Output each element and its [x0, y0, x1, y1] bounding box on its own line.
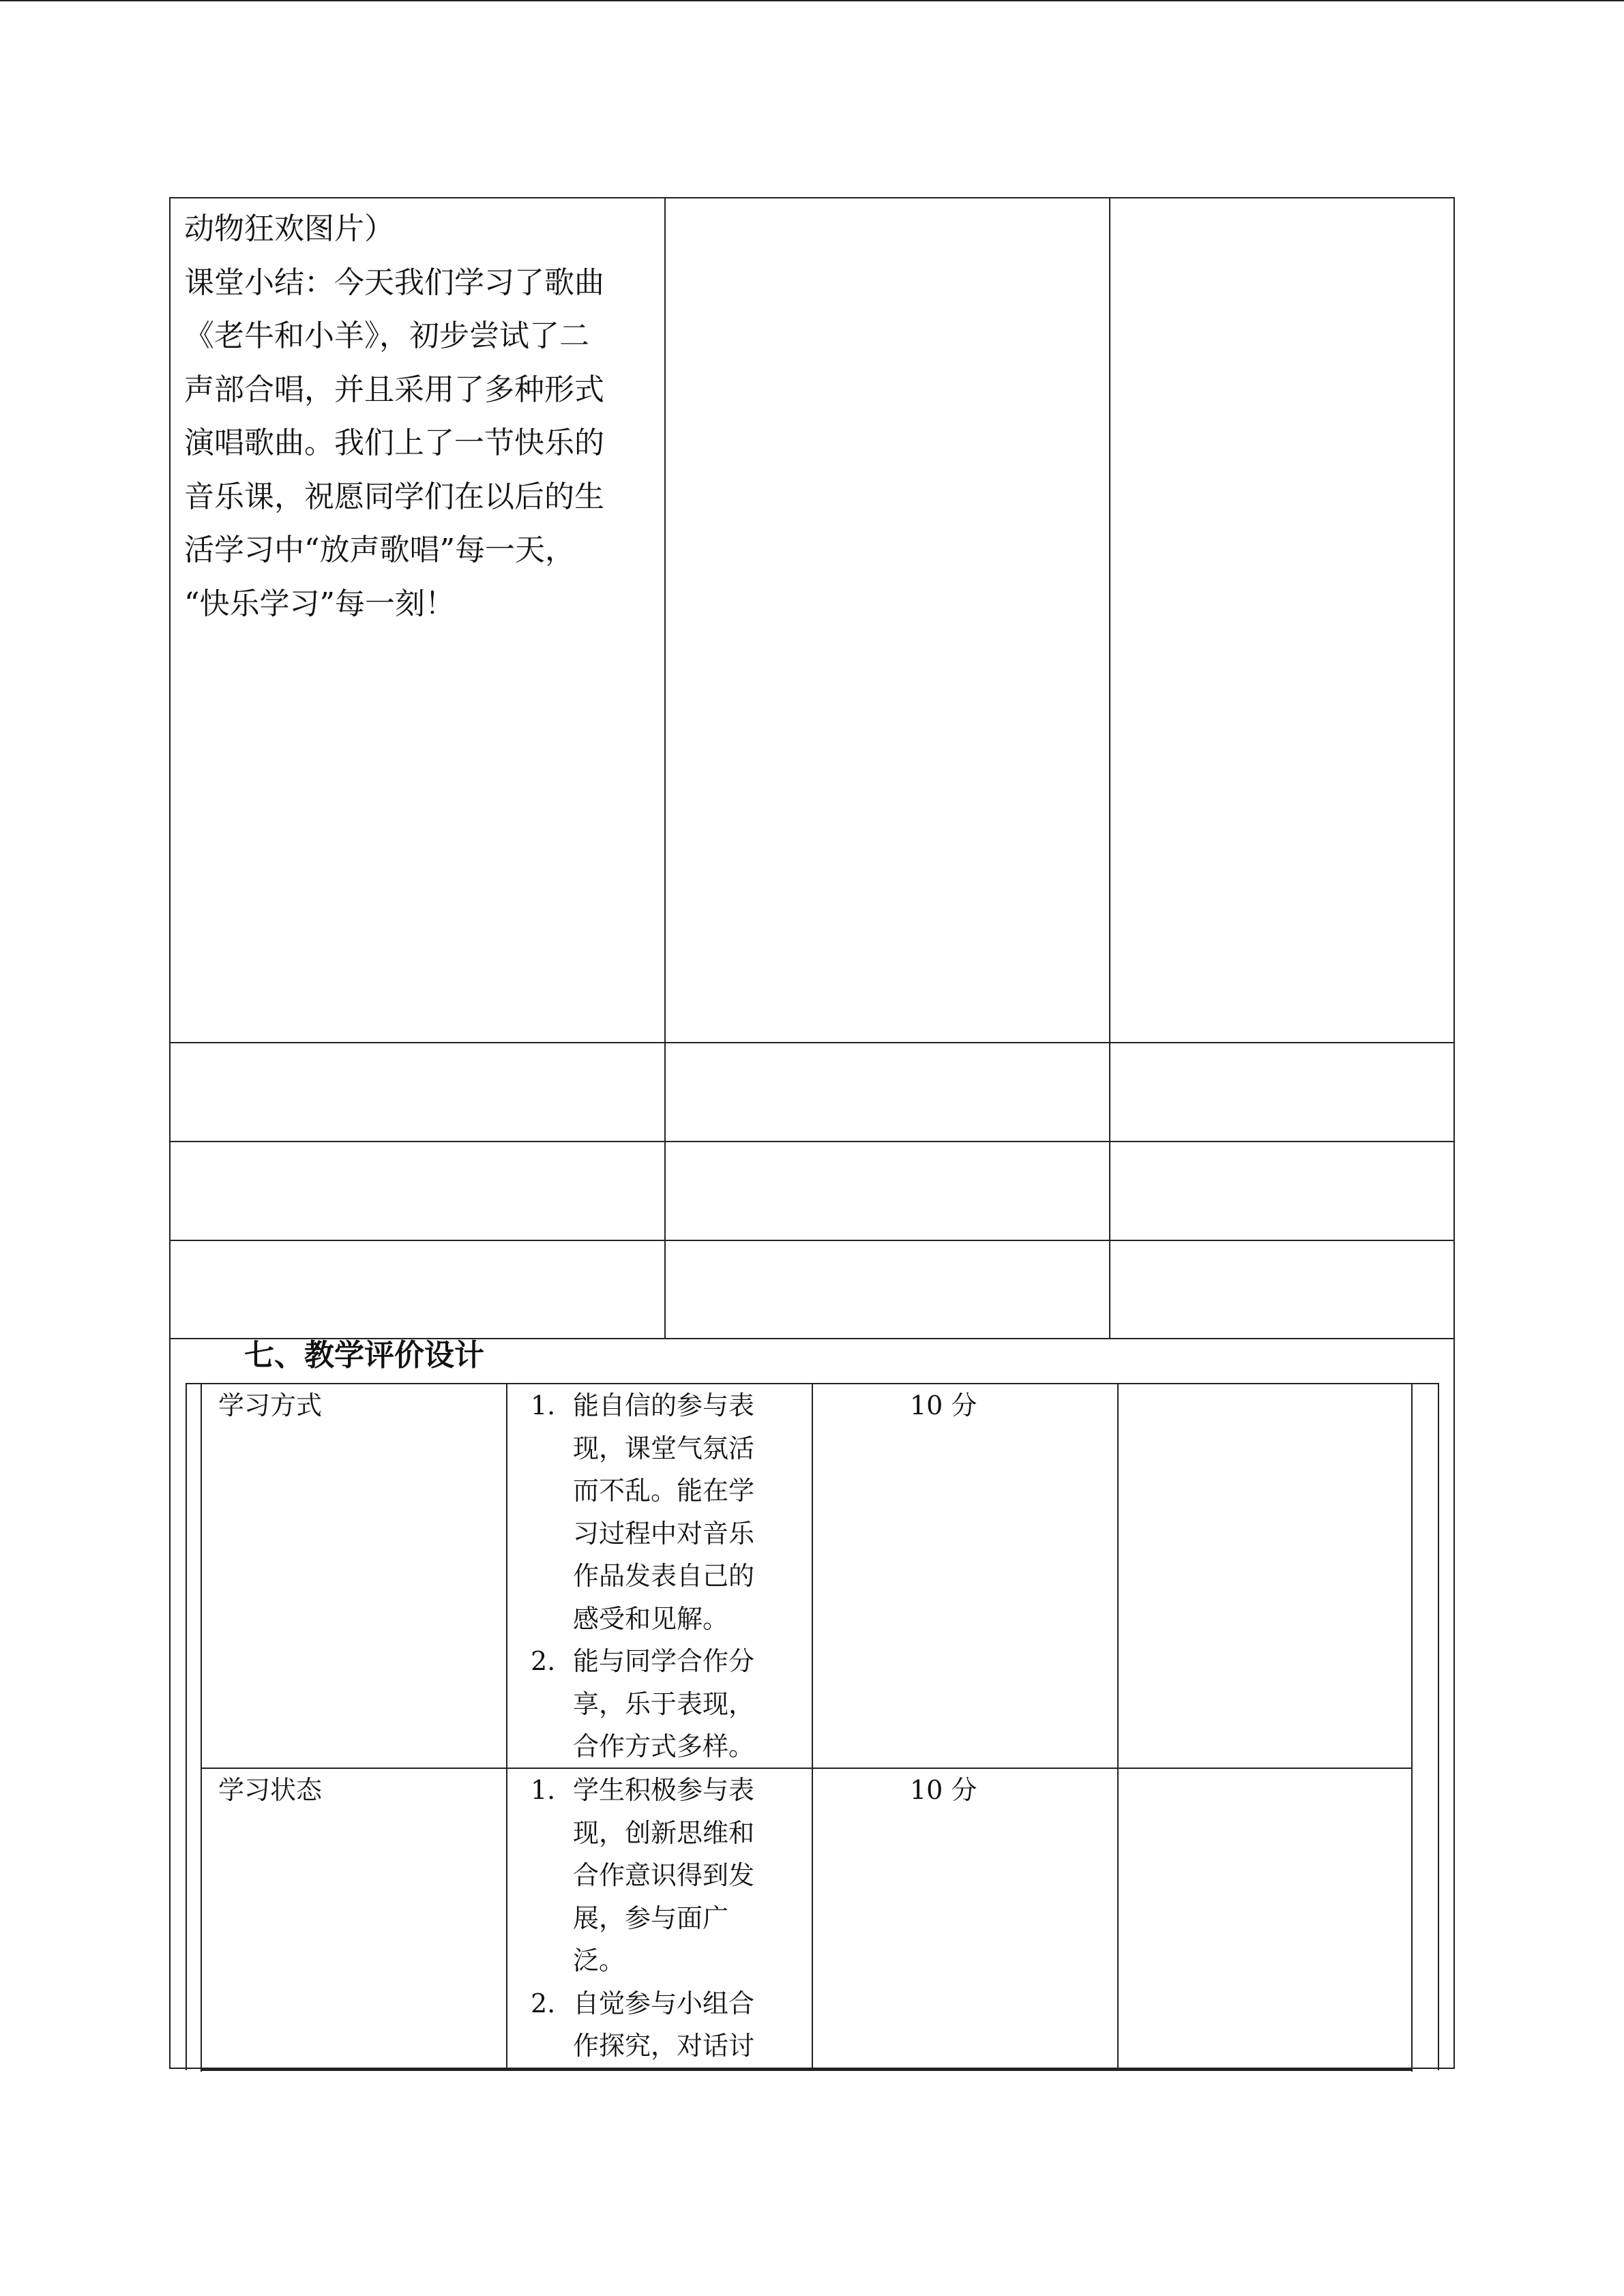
eval-column-divider-1 [506, 1384, 507, 2070]
row-divider-2 [171, 1141, 1453, 1142]
eval-column-divider-3 [1117, 1384, 1119, 2070]
criteria-line: 而不乱。能在学 [573, 1476, 755, 1506]
criteria-line: 能与同学合作分 [573, 1646, 755, 1676]
criteria-number: 1. [531, 1390, 556, 1420]
criteria-line: 作品发表自己的 [573, 1561, 755, 1591]
row-divider-1 [171, 1042, 1453, 1043]
eval-score: 10 分 [910, 1390, 977, 1420]
criteria-line: 展，参与面广 [573, 1903, 729, 1933]
eval-criteria [521, 1769, 801, 2069]
criteria-line: 感受和见解。 [573, 1603, 729, 1634]
criteria-line: 现，课堂气氛活 [573, 1433, 755, 1463]
eval-inner-left-border [201, 1384, 202, 2072]
page-top-border [0, 0, 1624, 1]
criteria-line: 合作意识得到发 [573, 1860, 755, 1890]
lesson-line: 动物狂欢图片） [184, 211, 394, 246]
criteria-number: 1. [531, 1775, 556, 1805]
lesson-line: “快乐学习”每一刻！ [184, 586, 455, 621]
lesson-summary-text [184, 203, 662, 631]
lesson-line: 音乐课，祝愿同学们在以后的生 [184, 479, 604, 514]
eval-bottom-border [201, 2069, 1413, 2071]
criteria-line: 学生积极参与表 [573, 1775, 755, 1805]
criteria-number: 2. [531, 1646, 556, 1676]
eval-column-divider-2 [812, 1384, 813, 2070]
lesson-line: 《老牛和小羊》，初步尝试了二 [184, 318, 589, 353]
eval-row-divider [201, 1768, 1413, 1769]
criteria-line: 现，创新思维和 [573, 1817, 755, 1848]
lesson-line: 课堂小结：今天我们学习了歌曲 [184, 265, 604, 300]
lesson-plan-table [169, 197, 1455, 2069]
criteria-line: 享，乐于表现， [573, 1688, 755, 1719]
criteria-line: 能自信的参与表 [573, 1390, 755, 1420]
lesson-line: 演唱歌曲。我们上了一节快乐的 [184, 426, 604, 460]
lesson-line: 声部合唱，并且采用了多种形式 [184, 372, 604, 407]
criteria-number: 2. [531, 1988, 556, 2018]
eval-inner-right-border [1411, 1384, 1413, 2072]
criteria-line: 自觉参与小组合 [573, 1988, 755, 2018]
criteria-line: 作探究，对话讨 [573, 2031, 755, 2061]
evaluation-table [186, 1383, 1439, 2070]
criteria-line: 习过程中对音乐 [573, 1518, 755, 1549]
criteria-line: 泛。 [573, 1945, 625, 1976]
eval-criteria [521, 1384, 801, 1766]
criteria-line: 合作方式多样。 [573, 1731, 755, 1761]
eval-score: 10 分 [910, 1775, 977, 1805]
section-title: 七、教学评价设计 [244, 1338, 484, 1373]
column-divider-1 [664, 198, 666, 1339]
eval-row-label: 学习方式 [218, 1390, 323, 1420]
eval-row-label: 学习状态 [218, 1775, 323, 1805]
column-divider-2 [1109, 198, 1110, 1339]
row-divider-3 [171, 1240, 1453, 1241]
lesson-line: 活学习中“放声歌唱”每一天， [184, 533, 575, 567]
